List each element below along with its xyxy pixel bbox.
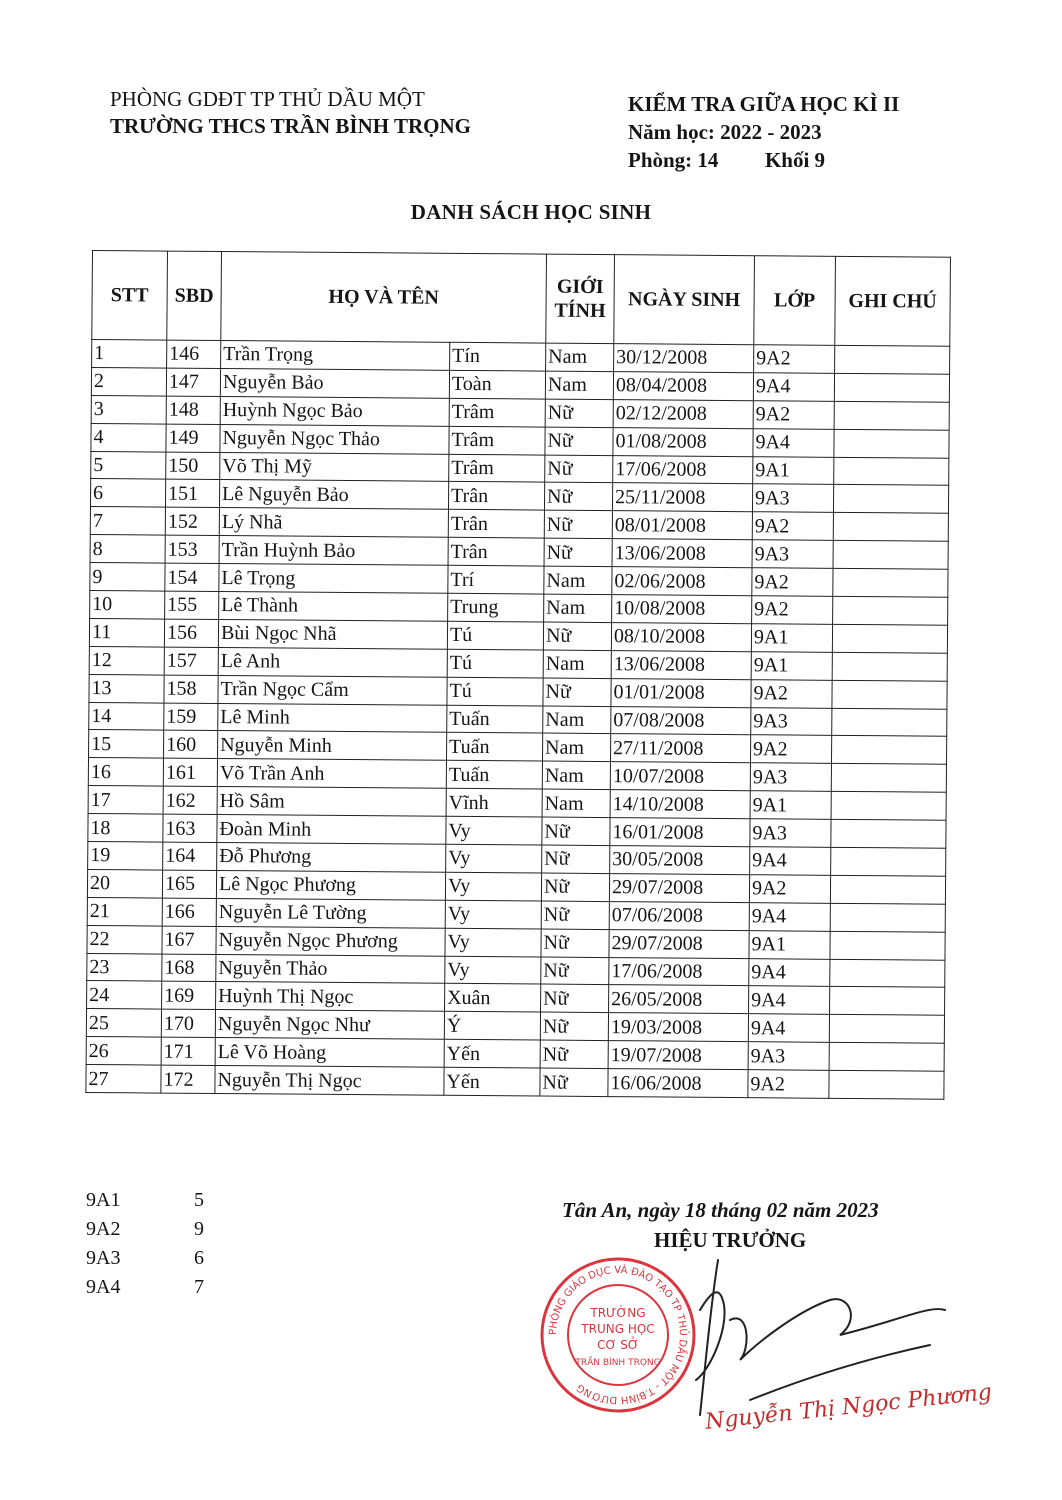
- cell-stt: 10: [90, 591, 165, 619]
- cell-first-name: Vy: [446, 844, 542, 873]
- cell-class: 9A4: [753, 428, 834, 457]
- cell-first-name: Tú: [447, 677, 543, 706]
- cell-last-middle-name: Nguyễn Thị Ngọc: [215, 1066, 444, 1096]
- cell-gender: Nam: [545, 371, 613, 399]
- cell-gender: Nam: [543, 650, 611, 678]
- table-header-row: [92, 251, 951, 347]
- cell-last-middle-name: Trần Trọng: [221, 341, 450, 371]
- grade-level: Khối 9: [764, 148, 826, 172]
- cell-last-middle-name: Nguyễn Ngọc Thảo: [220, 424, 449, 454]
- cell-note: [833, 568, 948, 597]
- cell-last-middle-name: Nguyễn Ngọc Như: [215, 1010, 444, 1040]
- cell-dob: 01/01/2008: [611, 678, 751, 707]
- cell-note: [831, 764, 946, 793]
- cell-sbd: 161: [163, 758, 217, 786]
- summary-class: 9A2: [86, 1218, 121, 1240]
- cell-stt: 11: [89, 618, 164, 646]
- cell-last-middle-name: Đỗ Phương: [217, 843, 446, 873]
- cell-last-middle-name: Nguyễn Lê Tường: [216, 898, 445, 928]
- cell-stt: 22: [87, 925, 162, 953]
- cell-sbd: 146: [167, 340, 221, 368]
- cell-dob: 02/06/2008: [612, 567, 752, 596]
- student-table: [85, 250, 951, 1100]
- cell-last-middle-name: Nguyễn Ngọc Phương: [216, 926, 445, 956]
- cell-dob: 27/11/2008: [610, 734, 750, 763]
- summary-row: [86, 1186, 204, 1215]
- seal-line-3: CƠ SỞ: [597, 1338, 639, 1352]
- cell-gender: Nữ: [544, 510, 612, 538]
- cell-gender: Nam: [542, 761, 610, 789]
- header-name: HỌ VÀ TÊN: [221, 252, 547, 344]
- cell-first-name: Vy: [445, 872, 541, 901]
- cell-dob: 07/08/2008: [611, 706, 751, 735]
- cell-note: [830, 987, 945, 1016]
- cell-stt: 25: [86, 1009, 161, 1037]
- seal-line-2: TRUNG HỌC: [581, 1322, 655, 1336]
- cell-sbd: 148: [166, 396, 220, 424]
- cell-class: 9A3: [750, 819, 831, 848]
- cell-class: 9A1: [750, 791, 831, 820]
- cell-dob: 19/07/2008: [608, 1041, 748, 1070]
- summary-count: 7: [194, 1276, 204, 1298]
- cell-stt: 8: [90, 535, 165, 563]
- cell-first-name: Trân: [448, 510, 544, 539]
- cell-sbd: 149: [166, 424, 220, 452]
- cell-last-middle-name: Lý Nhã: [219, 508, 448, 538]
- cell-note: [829, 1070, 944, 1099]
- cell-last-middle-name: Lê Anh: [218, 647, 447, 677]
- cell-class: 9A4: [749, 958, 830, 987]
- cell-class: 9A4: [753, 373, 834, 402]
- cell-gender: Nữ: [542, 817, 610, 845]
- cell-first-name: Vĩnh: [446, 789, 542, 818]
- table-row: [86, 1065, 944, 1100]
- cell-first-name: Tuấn: [446, 761, 542, 790]
- cell-class: 9A1: [751, 624, 832, 653]
- cell-note: [833, 485, 948, 514]
- header-dob: NGÀY SINH: [614, 255, 755, 345]
- cell-last-middle-name: Huỳnh Thị Ngọc: [216, 982, 445, 1012]
- cell-dob: 25/11/2008: [612, 483, 752, 512]
- cell-sbd: 151: [165, 480, 219, 508]
- cell-last-middle-name: Võ Trần Anh: [217, 759, 446, 789]
- exam-name: KIỂM TRA GIỮA HỌC KÌ II: [628, 92, 900, 116]
- cell-dob: 13/06/2008: [611, 650, 751, 679]
- cell-gender: Nam: [546, 343, 614, 371]
- department-name: PHÒNG GDĐT TP THỦ DẦU MỘT: [110, 87, 425, 111]
- cell-dob: 16/01/2008: [610, 818, 750, 847]
- cell-dob: 01/08/2008: [613, 427, 753, 456]
- cell-stt: 5: [91, 451, 166, 479]
- header-class: LỚP: [754, 256, 836, 346]
- cell-dob: 10/08/2008: [612, 595, 752, 624]
- principal-title: HIỆU TRƯỞNG: [654, 1228, 807, 1252]
- cell-note: [831, 792, 946, 821]
- date-line: Tân An, ngày 18 tháng 02 năm 2023: [562, 1198, 879, 1222]
- cell-note: [835, 345, 950, 374]
- cell-stt: 9: [90, 563, 165, 591]
- cell-class: 9A3: [752, 484, 833, 513]
- cell-first-name: Trâm: [449, 454, 545, 483]
- cell-last-middle-name: Trần Ngọc Cẩm: [218, 675, 447, 705]
- cell-stt: 16: [88, 758, 163, 786]
- cell-sbd: 165: [162, 870, 216, 898]
- cell-gender: Nữ: [544, 538, 612, 566]
- cell-dob: 10/07/2008: [610, 762, 750, 791]
- cell-note: [832, 624, 947, 653]
- cell-gender: Nam: [542, 734, 610, 762]
- cell-note: [831, 847, 946, 876]
- cell-first-name: Vy: [446, 816, 542, 845]
- cell-class: 9A1: [749, 930, 830, 959]
- cell-first-name: Tuấn: [447, 705, 543, 734]
- cell-last-middle-name: Bùi Ngọc Nhã: [218, 619, 447, 649]
- cell-note: [832, 680, 947, 709]
- seal-ring-text: PHÒNG GIÁO DỤC VÀ ĐÀO TẠO TP THỦ DẦU MỘT - T.BÌNH DƯƠNG: [547, 1264, 689, 1406]
- cell-dob: 08/10/2008: [611, 622, 751, 651]
- seal-line-1: TRƯỜNG: [590, 1306, 646, 1320]
- cell-first-name: Toàn: [449, 370, 545, 399]
- cell-stt: 4: [91, 423, 166, 451]
- cell-last-middle-name: Lê Thành: [219, 592, 448, 622]
- cell-class: 9A4: [750, 847, 831, 876]
- summary-row: [86, 1244, 204, 1273]
- cell-dob: 30/05/2008: [610, 846, 750, 875]
- cell-first-name: Vy: [445, 928, 541, 957]
- summary-row: [86, 1273, 204, 1302]
- cell-note: [834, 429, 949, 458]
- cell-gender: Nữ: [544, 483, 612, 511]
- cell-class: 9A2: [750, 735, 831, 764]
- cell-stt: 17: [88, 786, 163, 814]
- cell-note: [830, 875, 945, 904]
- cell-sbd: 155: [165, 591, 219, 619]
- cell-stt: 23: [87, 953, 162, 981]
- cell-stt: 26: [86, 1037, 161, 1065]
- cell-gender: Nữ: [545, 399, 613, 427]
- cell-dob: 14/10/2008: [610, 790, 750, 819]
- cell-first-name: Tuấn: [447, 733, 543, 762]
- cell-stt: 15: [89, 730, 164, 758]
- header-left: [110, 86, 471, 140]
- cell-gender: Nam: [544, 594, 612, 622]
- header-sbd: SBD: [167, 251, 222, 340]
- cell-dob: 17/06/2008: [609, 957, 749, 986]
- cell-note: [830, 931, 945, 960]
- student-rows: [86, 340, 950, 1100]
- cell-gender: Nữ: [542, 845, 610, 873]
- cell-note: [831, 819, 946, 848]
- summary-count: 5: [194, 1189, 204, 1211]
- cell-class: 9A1: [751, 651, 832, 680]
- cell-note: [833, 541, 948, 570]
- cell-gender: Nữ: [541, 957, 609, 985]
- cell-note: [831, 736, 946, 765]
- cell-gender: Nữ: [541, 985, 609, 1013]
- cell-stt: 13: [89, 674, 164, 702]
- cell-first-name: Vy: [445, 956, 541, 985]
- cell-note: [829, 1043, 944, 1072]
- cell-last-middle-name: Lê Ngọc Phương: [216, 870, 445, 900]
- cell-sbd: 153: [165, 535, 219, 563]
- cell-last-middle-name: Lê Minh: [218, 703, 447, 733]
- cell-sbd: 168: [162, 954, 216, 982]
- header-gender: [546, 254, 615, 344]
- cell-dob: 26/05/2008: [609, 985, 749, 1014]
- cell-last-middle-name: Võ Thị Mỹ: [220, 452, 449, 482]
- cell-class: 9A2: [752, 512, 833, 541]
- cell-class: 9A4: [748, 1014, 829, 1043]
- cell-first-name: Tín: [450, 342, 546, 371]
- cell-last-middle-name: Đoàn Minh: [217, 815, 446, 845]
- cell-stt: 2: [91, 367, 166, 395]
- cell-gender: Nữ: [540, 1068, 608, 1096]
- cell-sbd: 172: [161, 1065, 215, 1093]
- cell-dob: 16/06/2008: [608, 1069, 748, 1098]
- cell-last-middle-name: Hồ Sâm: [217, 787, 446, 817]
- cell-dob: 13/06/2008: [612, 539, 752, 568]
- cell-first-name: Trân: [448, 482, 544, 511]
- cell-dob: 08/04/2008: [613, 371, 753, 400]
- header-gender-line2: TÍNH: [554, 299, 606, 323]
- header-gender-line1: GIỚI: [556, 275, 604, 299]
- header-note: GHI CHÚ: [835, 256, 951, 346]
- cell-note: [834, 401, 949, 430]
- cell-class: 9A1: [753, 456, 834, 485]
- cell-stt: 21: [87, 897, 162, 925]
- cell-sbd: 156: [164, 619, 218, 647]
- cell-sbd: 162: [163, 786, 217, 814]
- page-title: DANH SÁCH HỌC SINH: [410, 200, 652, 224]
- cell-stt: 1: [92, 340, 167, 368]
- cell-stt: 20: [87, 869, 162, 897]
- cell-class: 9A4: [749, 986, 830, 1015]
- cell-class: 9A2: [749, 875, 830, 904]
- cell-note: [834, 457, 949, 486]
- cell-gender: Nữ: [540, 1040, 608, 1068]
- cell-gender: Nữ: [541, 901, 609, 929]
- cell-sbd: 157: [164, 647, 218, 675]
- cell-first-name: Yến: [444, 1067, 540, 1096]
- cell-stt: 24: [87, 981, 162, 1009]
- cell-last-middle-name: Lê Trọng: [219, 564, 448, 594]
- cell-gender: Nữ: [543, 678, 611, 706]
- cell-class: 9A4: [749, 902, 830, 931]
- cell-class: 9A2: [752, 596, 833, 625]
- cell-note: [832, 708, 947, 737]
- cell-dob: 07/06/2008: [609, 901, 749, 930]
- cell-class: 9A3: [751, 707, 832, 736]
- header-right: [628, 90, 899, 174]
- cell-first-name: Trâm: [449, 426, 545, 455]
- cell-sbd: 160: [164, 731, 218, 759]
- cell-dob: 19/03/2008: [608, 1013, 748, 1042]
- cell-dob: 02/12/2008: [613, 399, 753, 428]
- seal-line-4: TRẦN BÌNH TRỌNG: [575, 1358, 661, 1368]
- cell-dob: 29/07/2008: [609, 929, 749, 958]
- cell-first-name: Trâm: [449, 398, 545, 427]
- cell-gender: Nam: [543, 706, 611, 734]
- cell-first-name: Ý: [444, 1012, 540, 1041]
- cell-class: 9A3: [752, 540, 833, 569]
- cell-stt: 7: [90, 507, 165, 535]
- cell-dob: 30/12/2008: [614, 344, 754, 373]
- cell-note: [833, 596, 948, 625]
- cell-sbd: 167: [162, 926, 216, 954]
- cell-first-name: Tú: [447, 621, 543, 650]
- cell-sbd: 159: [164, 703, 218, 731]
- cell-gender: Nữ: [540, 1012, 608, 1040]
- cell-sbd: 164: [163, 842, 217, 870]
- cell-last-middle-name: Trần Huỳnh Bảo: [219, 536, 448, 566]
- cell-note: [830, 903, 945, 932]
- cell-dob: 17/06/2008: [613, 455, 753, 484]
- cell-gender: Nữ: [543, 622, 611, 650]
- cell-gender: Nữ: [545, 427, 613, 455]
- cell-stt: 27: [86, 1065, 161, 1093]
- cell-class: 9A2: [754, 345, 835, 374]
- cell-stt: 19: [88, 842, 163, 870]
- cell-first-name: Yến: [444, 1040, 540, 1069]
- cell-sbd: 163: [163, 814, 217, 842]
- cell-first-name: Trí: [448, 565, 544, 594]
- cell-first-name: Xuân: [445, 984, 541, 1013]
- cell-gender: Nam: [544, 566, 612, 594]
- cell-gender: Nữ: [541, 929, 609, 957]
- cell-sbd: 150: [166, 452, 220, 480]
- cell-gender: Nam: [542, 789, 610, 817]
- cell-note: [830, 959, 945, 988]
- cell-last-middle-name: Lê Võ Hoàng: [215, 1038, 444, 1068]
- cell-sbd: 169: [162, 982, 216, 1010]
- cell-stt: 14: [89, 702, 164, 730]
- cell-sbd: 158: [164, 675, 218, 703]
- summary-class: 9A1: [86, 1189, 121, 1211]
- summary-count: 9: [194, 1218, 204, 1240]
- cell-stt: 3: [91, 395, 166, 423]
- cell-first-name: Vy: [445, 900, 541, 929]
- cell-dob: 29/07/2008: [609, 874, 749, 903]
- cell-note: [829, 1015, 944, 1044]
- school-year: Năm học: 2022 - 2023: [628, 120, 822, 144]
- cell-class: 9A2: [753, 400, 834, 429]
- cell-class: 9A3: [750, 763, 831, 792]
- cell-last-middle-name: Nguyễn Bảo: [220, 368, 449, 398]
- cell-stt: 18: [88, 814, 163, 842]
- summary-class: 9A3: [86, 1247, 121, 1269]
- cell-dob: 08/01/2008: [612, 511, 752, 540]
- cell-first-name: Tú: [447, 649, 543, 678]
- cell-last-middle-name: Lê Nguyễn Bảo: [219, 480, 448, 510]
- cell-class: 9A3: [748, 1042, 829, 1071]
- summary-count: 6: [194, 1247, 204, 1269]
- cell-first-name: Trung: [448, 593, 544, 622]
- cell-note: [834, 373, 949, 402]
- cell-sbd: 154: [165, 563, 219, 591]
- cell-sbd: 152: [165, 507, 219, 535]
- summary-row: [86, 1215, 204, 1244]
- room-grade-line: [628, 146, 899, 174]
- cell-sbd: 171: [161, 1037, 215, 1065]
- cell-gender: Nữ: [545, 455, 613, 483]
- cell-note: [833, 513, 948, 542]
- cell-last-middle-name: Nguyễn Minh: [218, 731, 447, 761]
- summary-class: 9A4: [86, 1276, 121, 1298]
- cell-class: 9A2: [751, 679, 832, 708]
- class-summary: [86, 1186, 204, 1302]
- room-number: Phòng: 14: [628, 148, 719, 172]
- header-stt: STT: [92, 251, 168, 341]
- cell-last-middle-name: Nguyễn Thảo: [216, 954, 445, 984]
- cell-first-name: Trân: [448, 538, 544, 567]
- cell-gender: Nữ: [541, 873, 609, 901]
- signer-name: Nguyễn Thị Ngọc Phương: [704, 1379, 994, 1435]
- cell-note: [832, 652, 947, 681]
- cell-stt: 12: [89, 646, 164, 674]
- school-name: TRƯỜNG THCS TRẦN BÌNH TRỌNG: [110, 114, 471, 138]
- cell-sbd: 147: [166, 368, 220, 396]
- cell-class: 9A2: [748, 1070, 829, 1099]
- cell-sbd: 166: [162, 898, 216, 926]
- cell-class: 9A2: [752, 568, 833, 597]
- cell-last-middle-name: Huỳnh Ngọc Bảo: [220, 396, 449, 426]
- cell-stt: 6: [90, 479, 165, 507]
- cell-sbd: 170: [161, 1009, 215, 1037]
